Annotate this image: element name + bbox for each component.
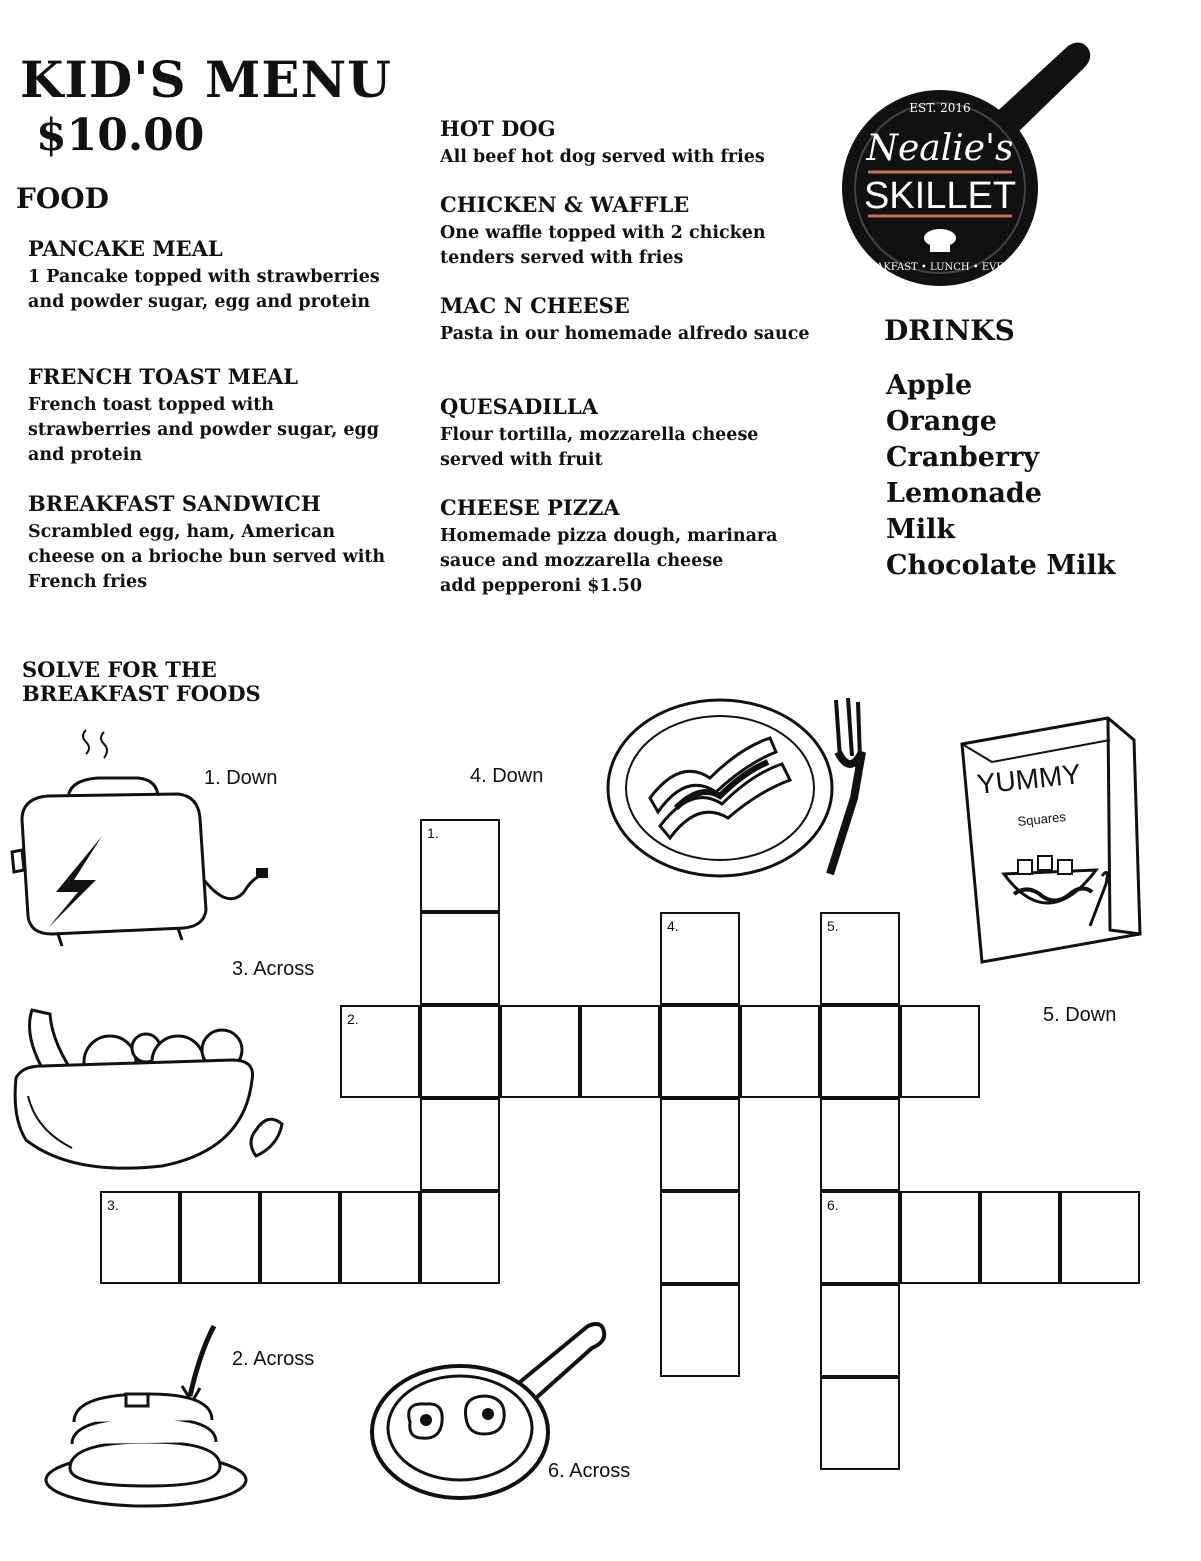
frying-pan-icon — [370, 1322, 610, 1502]
pancakes-icon — [40, 1322, 240, 1512]
menu-item — [440, 293, 810, 347]
clue-4-down: 4. Down — [470, 765, 544, 787]
item-desc: French toast topped with strawberries and powder sugar, egg and protein — [28, 395, 380, 465]
menu-item — [28, 236, 388, 315]
drink-item: Chocolate Milk — [886, 550, 1116, 581]
crossword-cell[interactable] — [980, 1191, 1060, 1284]
crossword-cell[interactable] — [420, 1191, 500, 1284]
food-heading: FOOD — [16, 182, 109, 215]
item-desc: Pasta in our homemade alfredo sauce — [440, 324, 810, 344]
item-name: BREAKFAST SANDWICH — [28, 491, 321, 516]
drink-item: Orange — [886, 406, 997, 437]
clue-number: 3. — [107, 1197, 119, 1213]
item-name: FRENCH TOAST MEAL — [28, 364, 299, 389]
clue-3-across: 3. Across — [232, 958, 315, 980]
clue-number: 1. — [427, 825, 439, 841]
crossword-cell[interactable] — [740, 1005, 820, 1098]
crossword-cell[interactable] — [900, 1191, 980, 1284]
crossword-cell[interactable] — [660, 1005, 740, 1098]
drink-item: Cranberry — [886, 442, 1040, 473]
fruit-bowl-icon — [12, 1000, 292, 1180]
item-desc: Homemade pizza dough, marinara sauce and mozzarella cheese — [440, 526, 778, 571]
clue-number: 6. — [827, 1197, 839, 1213]
drink-item: Milk — [886, 514, 956, 545]
crossword-cell[interactable] — [340, 1191, 420, 1284]
bacon-plate-icon — [600, 688, 890, 884]
crossword-cell[interactable] — [1060, 1191, 1140, 1284]
crossword-cell[interactable] — [660, 1191, 740, 1284]
logo-script: Nealie's — [866, 128, 1014, 169]
clue-number: 4. — [667, 918, 679, 934]
crossword-cell[interactable] — [820, 1377, 900, 1470]
crossword-cell[interactable] — [420, 819, 500, 912]
crossword-cell[interactable] — [180, 1191, 260, 1284]
crossword-cell[interactable] — [660, 912, 740, 1005]
crossword-cell[interactable] — [260, 1191, 340, 1284]
clue-1-down: 1. Down — [204, 767, 278, 789]
menu-item — [440, 495, 810, 599]
item-desc: One waffle topped with 2 chicken tenders served with fries — [440, 223, 766, 268]
item-name: CHEESE PIZZA — [440, 495, 620, 520]
item-desc: Scrambled egg, ham, American cheese on a brioche bun served with French fries — [28, 522, 386, 592]
crossword-cell[interactable] — [900, 1005, 980, 1098]
cereal-sub: Squares — [1016, 809, 1067, 829]
menu-item — [28, 491, 388, 595]
crossword-cell[interactable] — [100, 1191, 180, 1284]
clue-2-across: 2. Across — [232, 1348, 315, 1370]
menu-item — [440, 394, 810, 473]
cereal-brand: YUMMY — [975, 758, 1083, 800]
crossword-cell[interactable] — [660, 1098, 740, 1191]
clue-5-down: 5. Down — [1043, 1004, 1117, 1026]
item-name: QUESADILLA — [440, 394, 598, 419]
crossword-cell[interactable] — [340, 1005, 420, 1098]
menu-item — [440, 116, 810, 170]
menu-item — [28, 364, 388, 468]
toaster-icon — [8, 770, 278, 950]
crossword-cell[interactable] — [500, 1005, 580, 1098]
menu-item — [440, 192, 810, 271]
item-name: CHICKEN & WAFFLE — [440, 192, 690, 217]
menu-price: $10.00 — [36, 110, 205, 161]
item-desc: Flour tortilla, mozzarella cheese served with fruit — [440, 425, 759, 470]
crossword-cell[interactable] — [660, 1284, 740, 1377]
steam-icon — [78, 728, 118, 764]
menu-title: KID'S MENU — [20, 50, 392, 109]
crossword-cell[interactable] — [420, 1098, 500, 1191]
item-name: PANCAKE MEAL — [28, 236, 223, 261]
item-name: MAC N CHEESE — [440, 293, 630, 318]
crossword-cell[interactable] — [820, 912, 900, 1005]
drinks-heading: DRINKS — [884, 314, 1015, 347]
skillet-logo — [840, 38, 1100, 300]
crossword-cell[interactable] — [420, 1005, 500, 1098]
clue-number: 2. — [347, 1011, 359, 1027]
item-desc: 1 Pancake topped with strawberries and powder sugar, egg and protein — [28, 267, 380, 312]
item-name: HOT DOG — [440, 116, 556, 141]
crossword-cell[interactable] — [820, 1284, 900, 1377]
logo-est: EST. 2016 — [909, 101, 971, 115]
item-desc: All beef hot dog served with fries — [440, 147, 765, 167]
crossword-cell[interactable] — [580, 1005, 660, 1098]
clue-6-across: 6. Across — [548, 1460, 631, 1482]
drink-item: Apple — [886, 370, 973, 401]
item-extra: add pepperoni $1.50 — [440, 576, 643, 596]
cereal-box-icon — [958, 710, 1148, 968]
crossword-cell[interactable] — [820, 1191, 900, 1284]
crossword-cell[interactable] — [820, 1005, 900, 1098]
drinks-list — [886, 368, 1116, 584]
clue-number: 5. — [827, 918, 839, 934]
logo-tagline: BREAKFAST • LUNCH • EVENTS — [854, 262, 1026, 273]
logo-block: SKILLET — [863, 175, 1017, 217]
crossword-cell[interactable] — [420, 912, 500, 1005]
puzzle-title: SOLVE FOR THE BREAKFAST FOODS — [22, 657, 261, 706]
drink-item: Lemonade — [886, 478, 1042, 509]
crossword-cell[interactable] — [820, 1098, 900, 1191]
